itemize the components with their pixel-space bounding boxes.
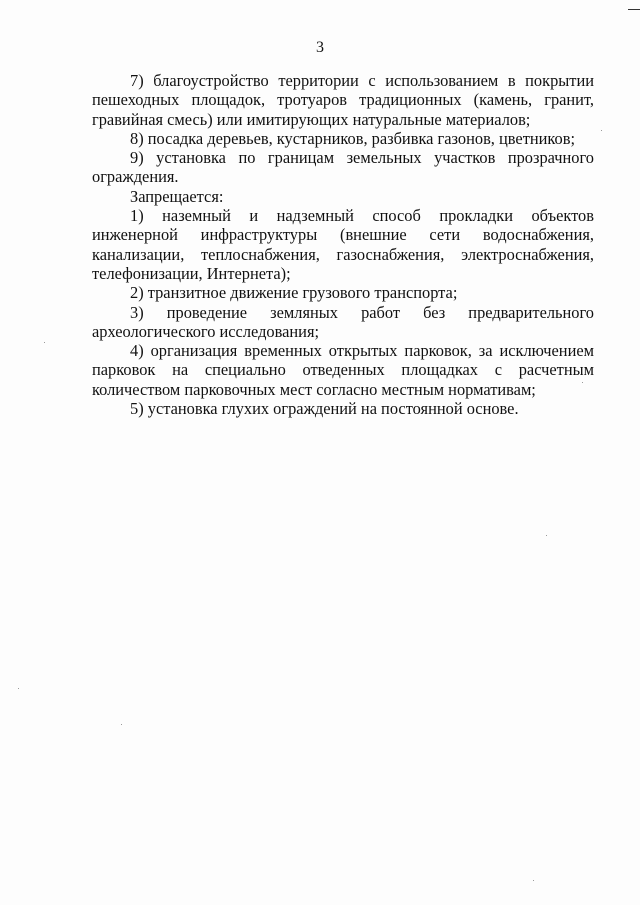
paragraph-item-9: 9) установка по границам земельных участков прозрачного ограждения. [92, 148, 594, 187]
page-number: 3 [316, 39, 324, 56]
scan-speck [44, 342, 45, 343]
prohibited-item-5: 5) установка глухих ограждений на постоянной основе. [130, 399, 519, 419]
scan-speck [546, 535, 547, 536]
scan-speck [601, 130, 602, 131]
prohibited-item-3: 3) проведение земляных работ без предварительного археологического исследования; [92, 302, 594, 341]
prohibited-heading: Запрещается: [130, 186, 224, 206]
prohibited-item-1: 1) наземный и надземный способ прокладки объектов инженерной инфраструктуры (внешние сети водоснабжения, канализации, теплоснабжения, газоснабжения, электроснабжения, телефонизации, Интернета); [92, 206, 594, 283]
prohibited-item-4: 4) организация временных открытых парковок, за исключением парковок на специально отведенных площадках с расчетным количеством парковочных мест согласно местным нормативам; [92, 341, 594, 399]
scan-speck [582, 382, 583, 383]
prohibited-item-2: 2) транзитное движение грузового транспорта; [130, 283, 458, 303]
scan-speck [18, 688, 19, 689]
scan-speck [533, 880, 534, 881]
document-body [92, 71, 594, 418]
scan-speck [121, 724, 122, 725]
scan-edge-mark [628, 9, 640, 10]
paragraph-item-8: 8) посадка деревьев, кустарников, разбивка газонов, цветников; [130, 128, 576, 148]
paragraph-item-7: 7) благоустройство территории с использованием в покрытии пешеходных площадок, тротуаров традиционных (камень, гранит, гравийная смесь) или имитирующих натуральные материалов; [92, 71, 594, 129]
